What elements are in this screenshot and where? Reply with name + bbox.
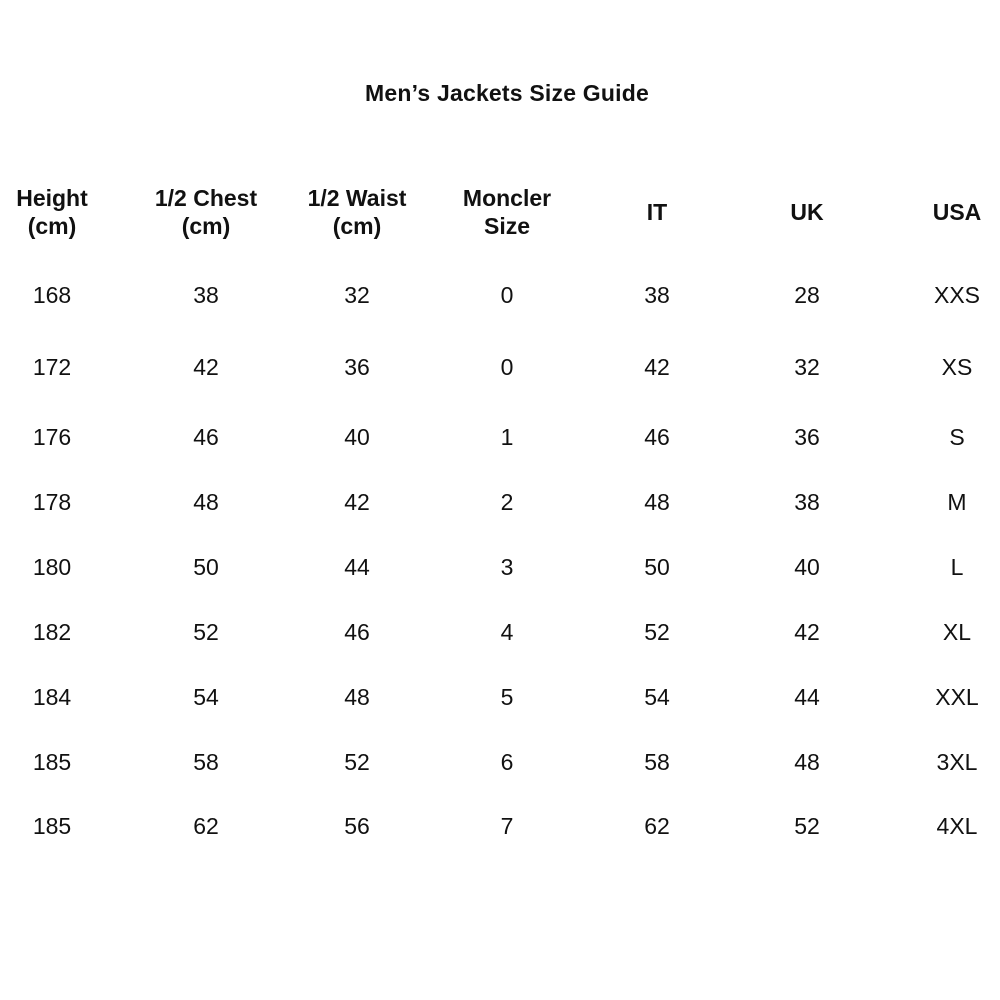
column-header: UK xyxy=(790,199,824,225)
table-cell: 36 xyxy=(344,354,370,380)
table-cell: 42 xyxy=(193,354,219,380)
table-cell: 48 xyxy=(794,749,820,775)
table-cell: 62 xyxy=(644,813,670,839)
table-cell: 46 xyxy=(193,424,219,450)
table-cell: 32 xyxy=(794,354,820,380)
table-cell: 52 xyxy=(644,619,670,645)
table-cell: 38 xyxy=(193,282,219,308)
table-cell: 4 xyxy=(500,619,514,645)
table-cell: XXL xyxy=(935,684,979,710)
table-cell: 56 xyxy=(344,813,370,839)
table-cell: 178 xyxy=(32,489,72,515)
table-cell: 44 xyxy=(794,684,820,710)
table-cell: 54 xyxy=(644,684,670,710)
table-cell: 28 xyxy=(794,282,820,308)
table-cell: 7 xyxy=(500,813,514,839)
table-cell: 182 xyxy=(32,619,72,645)
table-cell: 50 xyxy=(193,554,219,580)
table-cell: 58 xyxy=(644,749,670,775)
table-cell: 2 xyxy=(500,489,514,515)
column-header: IT xyxy=(646,199,668,225)
table-cell: 42 xyxy=(344,489,370,515)
table-cell: 6 xyxy=(500,749,514,775)
table-cell: 5 xyxy=(500,684,514,710)
table-cell: 185 xyxy=(32,813,72,839)
column-header: Moncler Size xyxy=(462,185,552,239)
table-cell: 46 xyxy=(644,424,670,450)
table-cell: 62 xyxy=(193,813,219,839)
table-cell: 46 xyxy=(344,619,370,645)
table-cell: 172 xyxy=(32,354,72,380)
table-cell: 48 xyxy=(193,489,219,515)
column-header: Height (cm) xyxy=(16,185,88,239)
table-cell: 48 xyxy=(644,489,670,515)
column-header: 1/2 Chest (cm) xyxy=(154,185,258,239)
table-cell: 3 xyxy=(500,554,514,580)
table-cell: 176 xyxy=(32,424,72,450)
table-cell: 54 xyxy=(193,684,219,710)
table-cell: 38 xyxy=(794,489,820,515)
table-cell: XL xyxy=(942,619,972,645)
table-cell: S xyxy=(949,424,965,450)
table-cell: 1 xyxy=(500,424,514,450)
table-cell: 42 xyxy=(794,619,820,645)
table-cell: 32 xyxy=(344,282,370,308)
table-cell: M xyxy=(947,489,967,515)
table-cell: 42 xyxy=(644,354,670,380)
table-cell: XXS xyxy=(933,282,981,308)
table-cell: 4XL xyxy=(936,813,978,839)
page-title: Men’s Jackets Size Guide xyxy=(365,80,649,106)
table-cell: XS xyxy=(941,354,973,380)
table-cell: 40 xyxy=(794,554,820,580)
table-cell: 44 xyxy=(344,554,370,580)
column-header: 1/2 Waist (cm) xyxy=(307,185,407,239)
table-cell: 52 xyxy=(344,749,370,775)
table-cell: 185 xyxy=(32,749,72,775)
table-cell: 48 xyxy=(344,684,370,710)
table-cell: 58 xyxy=(193,749,219,775)
table-cell: 36 xyxy=(794,424,820,450)
table-cell: 52 xyxy=(193,619,219,645)
table-cell: 180 xyxy=(32,554,72,580)
table-cell: L xyxy=(950,554,964,580)
column-header: USA xyxy=(932,199,982,225)
table-cell: 0 xyxy=(500,282,514,308)
table-cell: 168 xyxy=(32,282,72,308)
table-cell: 40 xyxy=(344,424,370,450)
table-cell: 184 xyxy=(32,684,72,710)
table-cell: 3XL xyxy=(936,749,978,775)
table-cell: 52 xyxy=(794,813,820,839)
table-cell: 0 xyxy=(500,354,514,380)
table-cell: 50 xyxy=(644,554,670,580)
table-cell: 38 xyxy=(644,282,670,308)
